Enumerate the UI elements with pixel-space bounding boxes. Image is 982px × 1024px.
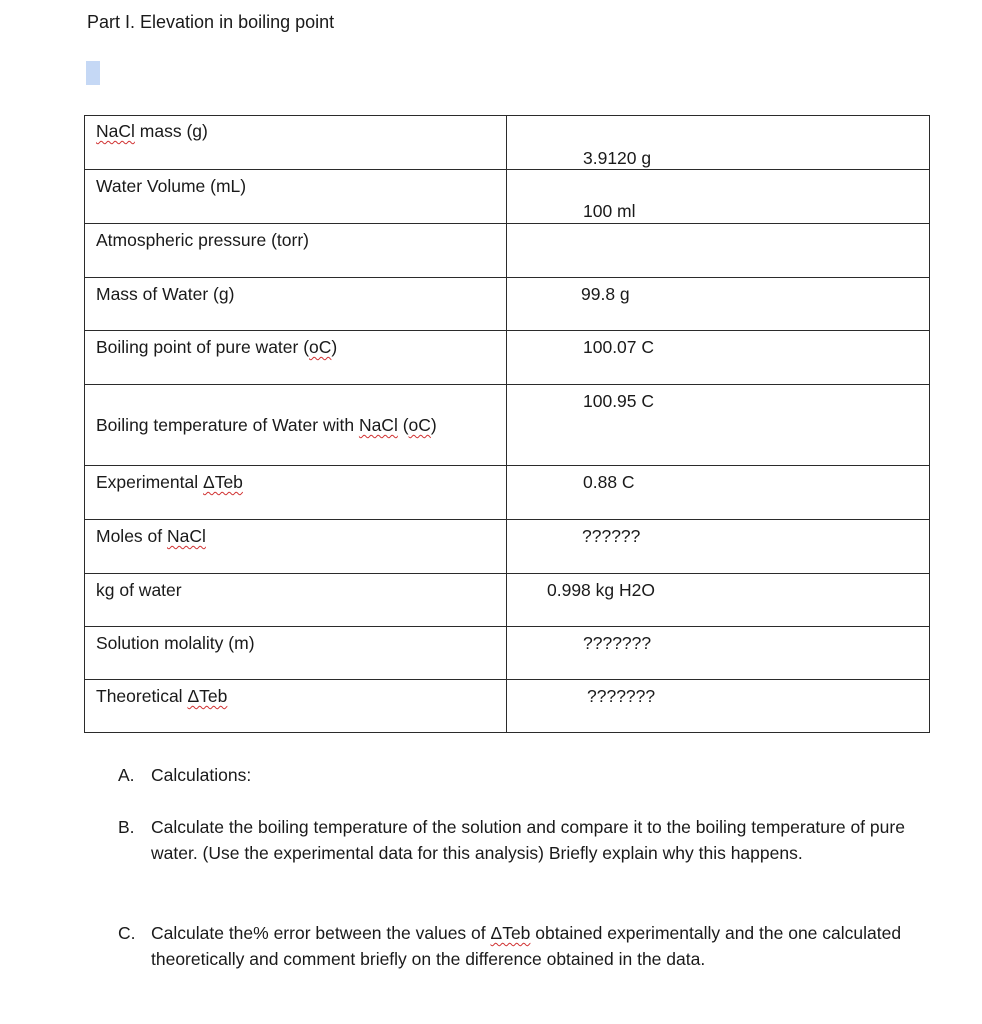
row-label-boiling-temp-nacl-word: NaCl <box>358 415 398 435</box>
question-a-text: Calculations: <box>151 765 252 785</box>
row-value-nacl-mass: 3.9120 g <box>583 148 652 168</box>
row-label-boiling-point-pure: Boiling point of pure water (oC) <box>96 337 338 357</box>
label-cell <box>85 170 507 224</box>
table-row <box>85 627 930 680</box>
value-cell <box>507 278 930 331</box>
label-cell <box>85 520 507 574</box>
value-cell <box>507 680 930 733</box>
row-label-water-volume: Water Volume (mL) <box>96 176 247 196</box>
row-label-solution-molality: Solution molality (m) <box>96 633 255 653</box>
value-cell <box>507 224 930 278</box>
question-a-letter: A. <box>118 765 135 785</box>
label-cell <box>85 116 507 170</box>
label-cell <box>85 680 507 733</box>
value-cell <box>507 574 930 627</box>
label-cell <box>85 385 507 466</box>
value-cell <box>507 627 930 680</box>
question-b-letter: B. <box>118 817 135 837</box>
table-row <box>85 224 930 278</box>
question-c-symbol: ΔTeb <box>490 923 531 943</box>
label-cell <box>85 278 507 331</box>
row-label-mass-of-water: Mass of Water (g) <box>96 284 235 304</box>
label-cell <box>85 466 507 520</box>
text-cursor-highlight <box>86 61 100 85</box>
table-row <box>85 680 930 733</box>
question-c-text: Calculate the% error between the values of ΔTeb obtained experimentally and the one calculated theoretically and comment briefly on the difference obtained in the data. <box>151 923 902 969</box>
row-label-boiling-temp-nacl-unit: oC <box>408 415 431 435</box>
table-row <box>85 116 930 170</box>
data-table <box>84 115 930 733</box>
row-value-mass-of-water: 99.8 g <box>581 284 630 304</box>
table-row <box>85 574 930 627</box>
row-label-experimental-dteb: Experimental ΔTeb <box>96 472 243 492</box>
row-label-moles-nacl: Moles of NaCl <box>96 526 206 546</box>
row-label-theoretical-dteb: Theoretical ΔTeb <box>96 686 228 706</box>
row-label-moles-nacl-word: NaCl <box>167 526 206 546</box>
row-label-boiling-point-pure-unit: oC <box>309 337 332 357</box>
value-cell <box>507 116 930 170</box>
value-cell <box>507 331 930 385</box>
value-cell <box>507 385 930 466</box>
row-value-kg-of-water: 0.998 kg H2O <box>547 580 655 600</box>
table-row <box>85 466 930 520</box>
row-value-water-volume: 100 ml <box>583 201 636 221</box>
row-label-kg-of-water: kg of water <box>96 580 182 600</box>
row-label-experimental-dteb-symbol: ΔTeb <box>203 472 243 492</box>
row-value-boiling-temp-nacl: 100.95 C <box>583 391 655 411</box>
row-value-experimental-dteb: 0.88 C <box>583 472 635 492</box>
table-row <box>85 520 930 574</box>
row-value-boiling-point-pure: 100.07 C <box>583 337 655 357</box>
label-cell <box>85 331 507 385</box>
table-row <box>85 331 930 385</box>
value-cell <box>507 520 930 574</box>
table-row <box>85 170 930 224</box>
table-row <box>85 385 930 466</box>
label-cell <box>85 627 507 680</box>
page-heading: Part I. Elevation in boiling point <box>87 12 335 32</box>
row-label-nacl-mass-word: NaCl <box>96 121 135 141</box>
row-label-boiling-temp-nacl: Boiling temperature of Water with NaCl (oC) <box>96 415 437 435</box>
row-label-theoretical-dteb-symbol: ΔTeb <box>187 686 228 706</box>
row-value-moles-nacl: ?????? <box>582 526 641 546</box>
value-cell <box>507 170 930 224</box>
row-label-atmospheric-pressure: Atmospheric pressure (torr) <box>96 230 309 250</box>
label-cell <box>85 224 507 278</box>
value-cell <box>507 466 930 520</box>
question-b-text: Calculate the boiling temperature of the solution and compare it to the boiling temperature of pure water. (Use the experimental data for this analysis) Briefly explain why this happens. <box>151 817 905 863</box>
row-value-solution-molality: ??????? <box>583 633 652 653</box>
table-row <box>85 278 930 331</box>
question-c-letter: C. <box>118 923 136 943</box>
row-value-theoretical-dteb: ??????? <box>587 686 656 706</box>
row-label-nacl-mass: NaCl mass (g) <box>96 121 208 141</box>
label-cell <box>85 574 507 627</box>
